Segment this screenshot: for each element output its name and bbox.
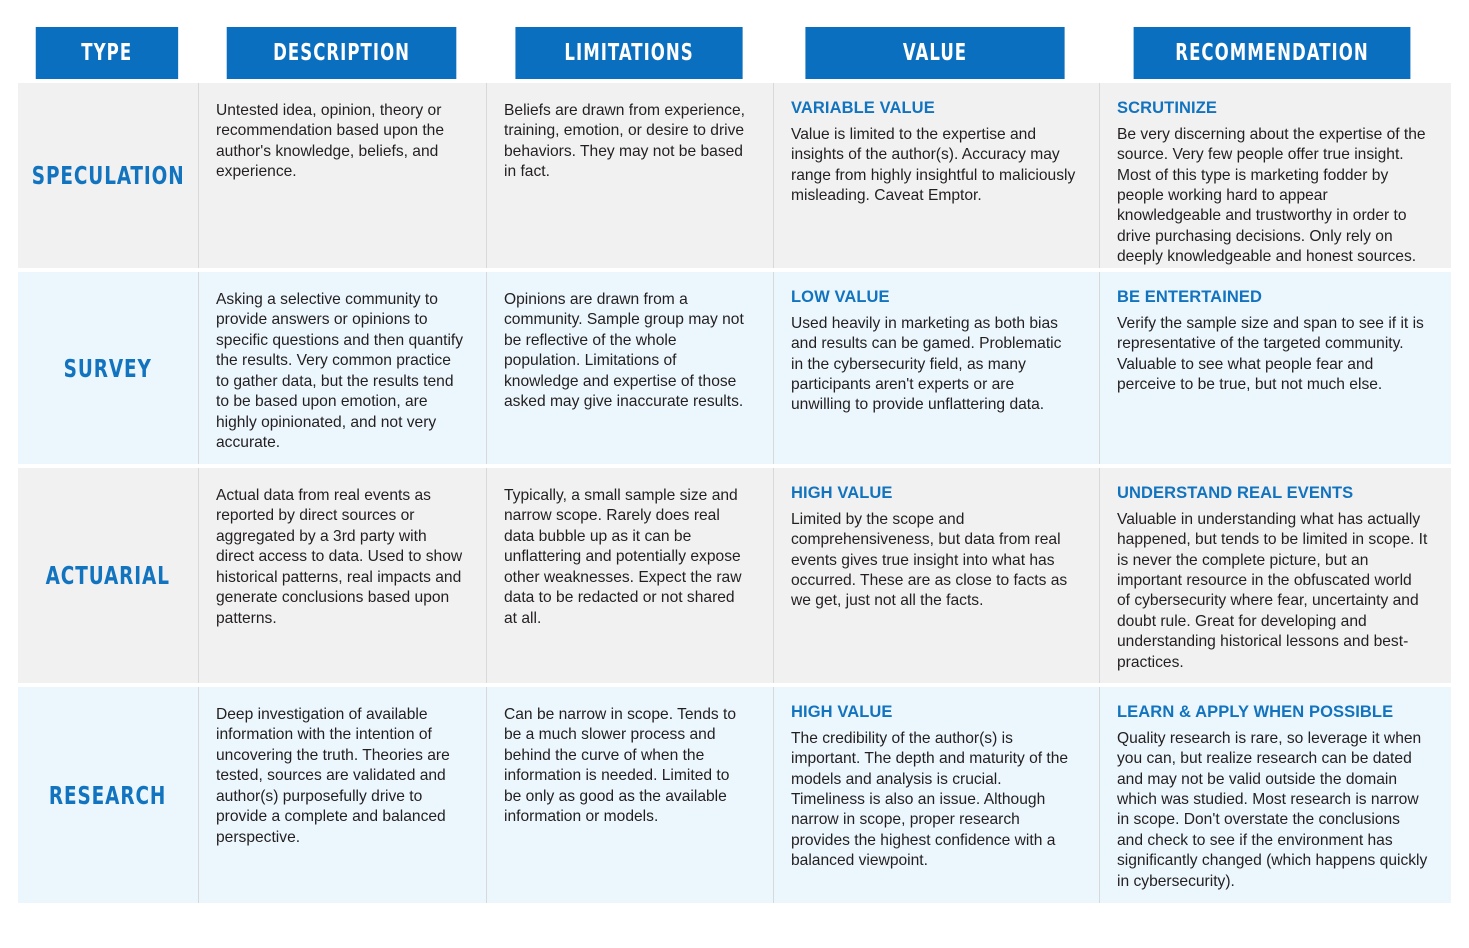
- row-type-cell: [18, 272, 198, 464]
- column-header-recommendation-label: RECOMMENDATION: [1175, 40, 1369, 66]
- row-limitations-cell: [486, 468, 773, 683]
- row-description-cell: [198, 468, 486, 683]
- row-limitations-text: Typically, a small sample size and narrow scope. Rarely does real data bubble up as it can be unflattering and potentially expose other weaknesses. Expect the raw data to be redacted or not shared at all.: [504, 487, 742, 627]
- row-recommendation-text: Verify the sample size and span to see if it is representative of the targeted community. Valuable to see what people fear and perceive to be true, but not much else.: [1117, 314, 1424, 394]
- table-row: [18, 687, 1451, 903]
- row-type-label: RESEARCH: [49, 780, 167, 810]
- row-type-label: SPECULATION: [31, 161, 185, 190]
- table-header-row: [18, 27, 1445, 79]
- row-value-cell: [773, 468, 1099, 683]
- row-value-heading: HIGH VALUE: [791, 703, 893, 721]
- row-description-text: Untested idea, opinion, theory or recommendation based upon the author's knowledge, beliefs, and experience.: [216, 102, 444, 181]
- column-header-description-label: DESCRIPTION: [272, 40, 410, 66]
- row-recommendation-cell: [1099, 687, 1451, 903]
- comparison-table: [18, 27, 1451, 907]
- table-body: [18, 83, 1451, 903]
- row-description-cell: [198, 83, 486, 268]
- row-limitations-cell: [486, 83, 773, 268]
- column-header-limitations: [515, 27, 742, 79]
- row-value-cell: [773, 272, 1099, 464]
- column-header-value: [805, 27, 1064, 79]
- row-type-cell: [18, 83, 198, 268]
- row-description-text: Deep investigation of available information with the intention of uncovering the truth. Theories are tested, sources are validated and author(s) purposefully drive to provide a complete and balanced perspective.: [216, 706, 450, 846]
- row-value-cell: [773, 687, 1099, 903]
- row-recommendation-cell: [1099, 468, 1451, 683]
- column-header-recommendation: [1134, 27, 1411, 79]
- row-limitations-text: Can be narrow in scope. Tends to be a much slower process and behind the curve of when the information is needed. Limited to be only as good as the available information or models.: [504, 706, 737, 826]
- column-header-value-label: VALUE: [902, 40, 968, 66]
- table-row: [18, 83, 1451, 268]
- table-row: [18, 272, 1451, 464]
- row-recommendation-heading: BE ENTERTAINED: [1117, 288, 1263, 306]
- row-recommendation-text: Be very discerning about the expertise of the source. Very few people offer true insight. Most of this type is marketing fodder by people working hard to appear knowledgeable and trustworthy in order to drive purchasing decisions. Only rely on deeply knowledgeable and honest sources.: [1117, 125, 1426, 266]
- row-recommendation-heading: UNDERSTAND REAL EVENTS: [1117, 484, 1354, 502]
- row-value-text: Limited by the scope and comprehensiveness, but data from real events gives true insight into what has occurred. These are as close to facts as we get, just not all the facts.: [791, 510, 1068, 610]
- row-limitations-cell: [486, 687, 773, 903]
- row-limitations-cell: [486, 272, 773, 464]
- row-recommendation-text: Quality research is rare, so leverage it when you can, but realize research can be dated and may not be valid outside the domain which was studied. Most research is narrow in scope. Don't overstate the conclusions and check to see if the environment has significantly changed (which happens quickly in cybersecurity).: [1117, 729, 1428, 890]
- row-recommendation-text: Valuable in understanding what has actually happened, but tends to be limited in scope. It is never the complete picture, but an important resource in the obfuscated world of cybersecurity where fear, uncertainty and doubt rule. Great for developing and understanding historical lessons and best-practices.: [1117, 510, 1428, 671]
- column-header-description: [226, 27, 456, 79]
- row-type-cell: [18, 687, 198, 903]
- row-value-text: Value is limited to the expertise and insights of the author(s). Accuracy may range from highly insightful to maliciously misleading. Caveat Emptor.: [791, 125, 1076, 205]
- row-limitations-text: Beliefs are drawn from experience, training, emotion, or desire to drive behaviors. They may not be based in fact.: [504, 102, 745, 181]
- row-recommendation-heading: LEARN & APPLY WHEN POSSIBLE: [1117, 703, 1394, 721]
- row-description-cell: [198, 687, 486, 903]
- column-header-type-label: TYPE: [81, 40, 133, 66]
- row-description-text: Asking a selective community to provide answers or opinions to specific questions and then quantify the results. Very common practice to gather data, but the results tend to be based upon emotion, are highly opinionated, and not very accurate.: [216, 291, 464, 451]
- row-type-label: SURVEY: [63, 353, 153, 383]
- row-limitations-text: Opinions are drawn from a community. Sample group may not be reflective of the whole population. Limitations of knowledge and expertise of those asked may give inaccurate results.: [504, 291, 744, 411]
- column-header-limitations-label: LIMITATIONS: [564, 40, 694, 66]
- row-value-heading: HIGH VALUE: [791, 484, 893, 502]
- row-value-cell: [773, 83, 1099, 268]
- row-recommendation-heading: SCRUTINIZE: [1117, 99, 1217, 117]
- row-recommendation-cell: [1099, 83, 1451, 268]
- row-description-cell: [198, 272, 486, 464]
- row-type-label: ACTUARIAL: [45, 561, 171, 590]
- column-header-type: [36, 27, 178, 79]
- row-value-text: Used heavily in marketing as both bias and results can be gamed. Problematic in the cybersecurity field, as many participants aren't experts or are unwilling to provide unflattering data.: [791, 314, 1062, 414]
- row-type-cell: [18, 468, 198, 683]
- row-value-text: The credibility of the author(s) is important. The depth and maturity of the models and analysis is crucial. Timeliness is also an issue. Although narrow in scope, proper research provides the highest confidence with a balanced viewpoint.: [791, 729, 1069, 870]
- table-row: [18, 468, 1451, 683]
- row-description-text: Actual data from real events as reported by direct sources or aggregated by a 3rd party with direct access to data. Used to show historical patterns, real impacts and generate conclusions based upon patterns.: [216, 487, 463, 627]
- row-value-heading: LOW VALUE: [791, 288, 890, 306]
- row-recommendation-cell: [1099, 272, 1451, 464]
- row-value-heading: VARIABLE VALUE: [791, 99, 935, 117]
